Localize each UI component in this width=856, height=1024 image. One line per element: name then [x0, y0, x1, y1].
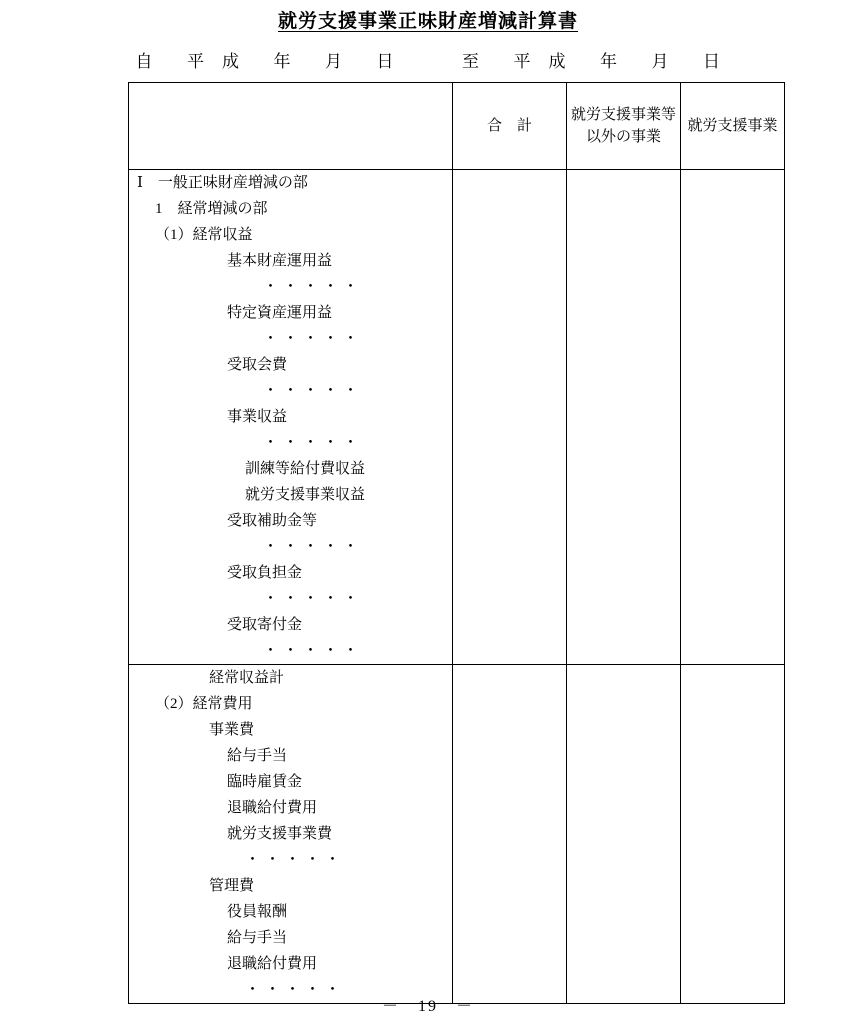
section2-total-cell[interactable]	[453, 665, 567, 1004]
page-number: － 19 －	[381, 998, 474, 1015]
statement-line: 管理費	[209, 878, 255, 894]
statement-line: 退職給付費用	[227, 956, 318, 972]
period-to-day: 日	[703, 52, 721, 71]
table-row	[129, 170, 785, 665]
statement-line: 受取補助金等	[227, 513, 318, 529]
statement-line: ・・・・・	[263, 539, 364, 555]
period-from-era: 平 成	[187, 52, 240, 71]
header-item	[129, 83, 453, 170]
statement-line: ・・・・・	[263, 435, 364, 451]
period-to-year: 年	[600, 52, 618, 71]
section2-other-cell[interactable]	[567, 665, 681, 1004]
section2-support-cell[interactable]	[681, 665, 785, 1004]
header-other-business: 就労支援事業等以外の事業	[567, 83, 681, 170]
period-to-era: 平 成	[513, 52, 566, 71]
period-to-label: 至	[462, 52, 480, 71]
period-from-label: 自	[135, 52, 153, 71]
statement-line: 役員報酬	[227, 904, 288, 920]
statement-line: 訓練等給付費収益	[245, 461, 366, 477]
section1-items	[129, 170, 453, 665]
statement-line: ・・・・・	[245, 982, 346, 998]
statement-line: 給与手当	[227, 930, 288, 946]
table-row	[129, 665, 785, 1004]
statement-line: 受取負担金	[227, 565, 303, 581]
statement-line: 就労支援事業費	[227, 826, 333, 842]
statement-line: 事業収益	[227, 409, 288, 425]
statement-line: ・・・・・	[263, 279, 364, 295]
statement-line: ・・・・・	[263, 591, 364, 607]
statement-line: ・・・・・	[263, 383, 364, 399]
section2-items	[129, 665, 453, 1004]
table-header-row	[129, 83, 785, 170]
header-total: 合 計	[453, 83, 567, 170]
statement-line: 就労支援事業収益	[245, 487, 366, 503]
statement-line: ・・・・・	[263, 643, 364, 659]
period-line	[0, 47, 856, 72]
section1-support-cell[interactable]	[681, 170, 785, 665]
period-from-day: 日	[376, 52, 394, 71]
period-to-month: 月	[651, 52, 669, 71]
statement-line: （1）経常収益	[155, 227, 253, 243]
header-support-business: 就労支援事業	[681, 83, 785, 170]
statement-line: 給与手当	[227, 748, 288, 764]
statement-line: 事業費	[209, 722, 255, 738]
statement-line: （2）経常費用	[155, 696, 253, 712]
statement-line: 1 経常増減の部	[155, 201, 268, 217]
statement-line: 経常収益計	[209, 670, 285, 686]
section1-other-cell[interactable]	[567, 170, 681, 665]
statement-line: Ⅰ 一般正味財産増減の部	[137, 175, 308, 191]
page-title: 就労支援事業正味財産増減計算書	[277, 11, 578, 32]
statement-line: 臨時雇賃金	[227, 774, 303, 790]
statement-line: 基本財産運用益	[227, 253, 333, 269]
statement-line: 受取会費	[227, 357, 288, 373]
period-from-month: 月	[325, 52, 343, 71]
statement-line: 特定資産運用益	[227, 305, 333, 321]
section1-total-cell[interactable]	[453, 170, 567, 665]
statement-line: ・・・・・	[263, 331, 364, 347]
statement-table	[128, 82, 785, 1004]
statement-line: 受取寄付金	[227, 617, 303, 633]
statement-line: ・・・・・	[245, 852, 346, 868]
statement-line: 退職給付費用	[227, 800, 318, 816]
period-from-year: 年	[273, 52, 291, 71]
